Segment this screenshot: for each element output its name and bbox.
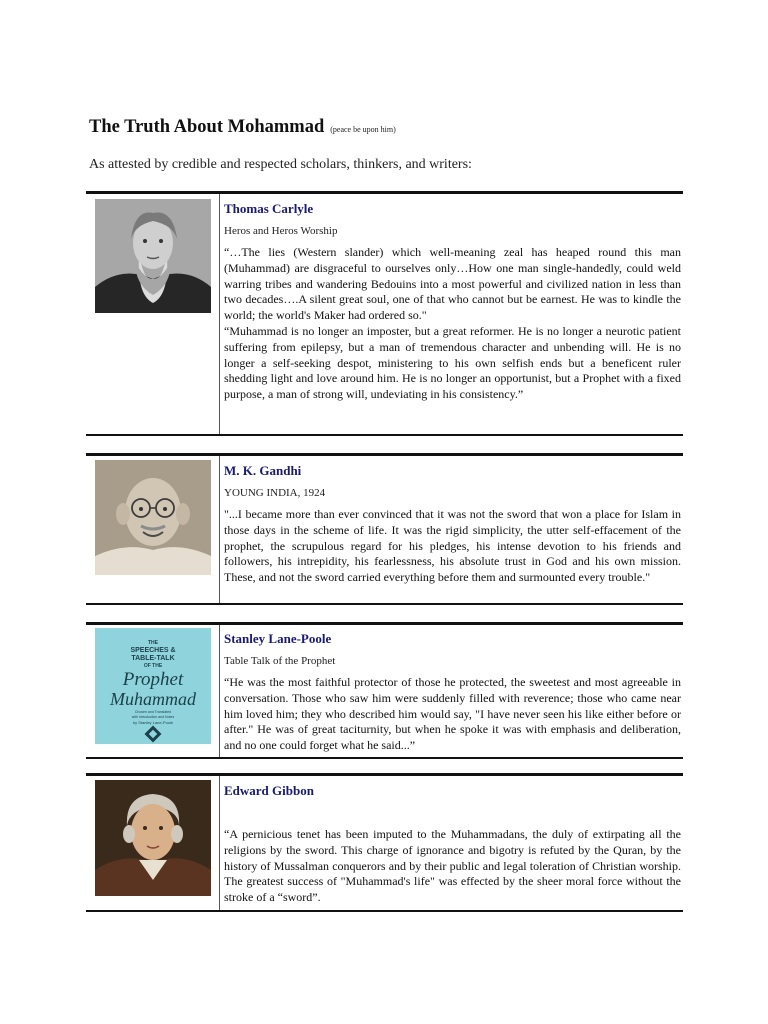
cover-line: SPEECHES & [130,647,176,654]
cover-line: by Stanley Lane-Poole [132,720,174,725]
author-name: M. K. Gandhi [224,463,302,478]
quote-paragraph: “He was the most faithful protector of those he protected, the sweetest and most agreeable in conversation. Those who saw him were suddenly filled with reverence; those who came near him loved him; they who described him would say, "I have never seen his like either before or after." He was of great taciturnity, but when he spoke it was with emphasis and deliberation, and no one could forget what he said...” [224,675,681,753]
entry-thomas-carlyle [86,191,683,436]
quote-paragraph: “Muhammad is no longer an imposter, but a great reformer. He is no longer a neurotic patient suffering from epilepsy, but a man of tremendous character and unbending will. He is no longer a self-seeking despot, ministering to his own selfish ends but a beneficent ruler shedding light and love around him. He is no longer an opportunist, but a Prophet with a fixed purpose, a man of strong will, undeviating in his consistency.” [224,323,681,402]
quote-paragraph: “…The lies (Western slander) which well-meaning zeal has heaped round this man (Muhammad) are disgraceful to ourselves only…How one man single-handedly, could weld warring tribes and wandering Bedouins into a most powerful and civilized nation in less than two decades….A silent great soul, one of that who cannot but be earnest. He was to kindle the world; the world's Maker had ordered so." [224,245,681,323]
cover-line: Prophet [122,669,184,690]
entry-mk-gandhi [86,453,683,605]
column-divider [219,625,220,757]
cover-line: with Introduction and Notes [131,715,175,719]
entry-content [224,783,681,906]
column-divider [219,194,220,434]
work-title: Table Talk of the Prophet [224,655,336,667]
cover-line: Muhammad [110,689,196,709]
quote-text [224,675,681,754]
quote-text [224,827,681,906]
title-note: (peace be upon him) [330,125,396,134]
intro-text: As attested by credible and respected scholars, thinkers, and writers: [89,157,472,172]
book-cover-image [95,628,211,744]
quote-paragraph: "...I became more than ever convinced that it was not the sword that won a place for Islam in those days in the scheme of life. It was the rigid simplicity, the utter self-effacement of the prophet, the scrupulous regard for his pledges, his intense devotion to his friends and followers, his intrepidity, his fearlessness, his absolute trust in God and his own mission. These, and not the sword carried everything before them and surmounted every trouble." [224,507,681,585]
entry-content [224,463,681,586]
work-title: YOUNG INDIA, 1924 [224,487,326,499]
portrait-thomas-carlyle [95,199,211,313]
quote-text [224,245,681,403]
title-line [89,117,396,138]
cover-line: THE [148,640,158,646]
column-divider [219,776,220,910]
entry-content [224,631,681,754]
author-name: Thomas Carlyle [224,201,314,216]
quote-text [224,507,681,586]
cover-line: OF THE [143,663,163,669]
work-title [224,806,681,820]
work-title: Heros and Heros Worship [224,225,338,237]
page-title: The Truth About Mohammad [89,117,325,137]
author-name: Stanley Lane-Poole [224,631,332,646]
quote-paragraph: “A pernicious tenet has been imputed to the Muhammadans, the duly of extirpating all the religions by the sword. This charge of ignorance and bigotry is refuted by the Quran, by the history of Mussalman conquerors and by their public and legal toleration of Christian worship. The greatest success of "Muhammad's life" was effected by the sheer moral force without the stroke of a “sword”. [224,827,681,905]
entry-stanley-lane-poole [86,622,683,759]
author-name: Edward Gibbon [224,783,314,798]
column-divider [219,456,220,603]
cover-line: Chosen and Translated [134,710,172,714]
portrait-mk-gandhi [95,460,211,575]
portrait-edward-gibbon [95,780,211,896]
entry-edward-gibbon [86,773,683,912]
cover-line: TABLE-TALK [131,655,175,662]
entry-content [224,201,681,403]
